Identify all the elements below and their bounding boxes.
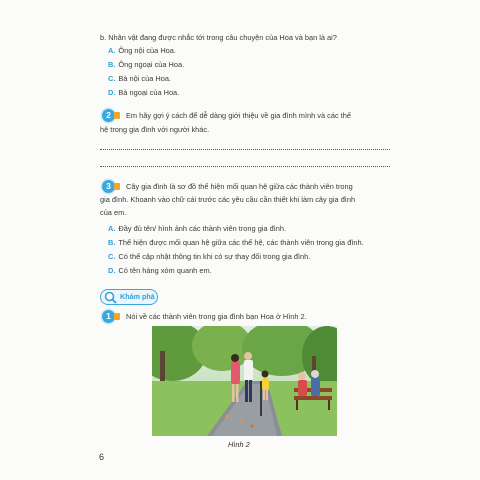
question-2-badge: 2	[102, 109, 115, 122]
question-3-badge: 3	[102, 180, 115, 193]
option-b-b: B. Ông ngoại của Hoa.	[108, 60, 185, 69]
question-2-text: Em hãy gợi ý cách để dễ dàng giới thiệu về gia đình mình và các thế	[126, 111, 351, 120]
kham-pha-label: Khám phá	[100, 289, 158, 305]
answer-line-1	[100, 149, 390, 150]
question-3-text-line2: gia đình. Khoanh vào chữ cái trước các yêu cầu cần thiết khi làm cây gia đình	[100, 195, 356, 204]
magnifier-icon	[104, 291, 117, 304]
option-b-d: D. Bà ngoại của Hoa.	[108, 88, 180, 97]
option-b-c: C. Bà nội của Hoa.	[108, 74, 171, 83]
option-3-c: C. Có thể cập nhật thông tin khi có sự thay đổi trong gia đình.	[108, 252, 311, 261]
question-b-text: b. Nhân vật đang được nhắc tới trong câu chuyện của Hoa và bạn là ai?	[100, 33, 337, 42]
answer-line-2	[100, 166, 390, 167]
option-3-b: B. Thể hiện được mối quan hệ giữa các thế hệ, các thành viên trong gia đình.	[108, 238, 364, 247]
question-3-text: Cây gia đình là sơ đồ thể hiện mối quan hệ giữa các thành viên trong	[126, 182, 353, 191]
option-3-d: D. Có tên hàng xóm quanh em.	[108, 266, 212, 275]
option-b-a: A. Ông nội của Hoa.	[108, 46, 176, 55]
family-park-illustration	[152, 326, 337, 436]
figure-caption: Hình 2	[228, 440, 250, 449]
question-b	[100, 32, 337, 44]
option-3-a: A. Đầy đủ tên/ hình ảnh các thành viên trong gia đình.	[108, 224, 287, 233]
question-3-text-line3: của em.	[100, 208, 127, 217]
park-scene-icon	[152, 326, 337, 436]
question-1-text: Nói về các thành viên trong gia đình bạn Hoa ở Hình 2.	[126, 312, 307, 321]
question-1-badge: 1	[102, 310, 115, 323]
question-2-text-line2: hệ trong gia đình với người khác.	[100, 125, 210, 134]
page-number: 6	[99, 452, 105, 462]
